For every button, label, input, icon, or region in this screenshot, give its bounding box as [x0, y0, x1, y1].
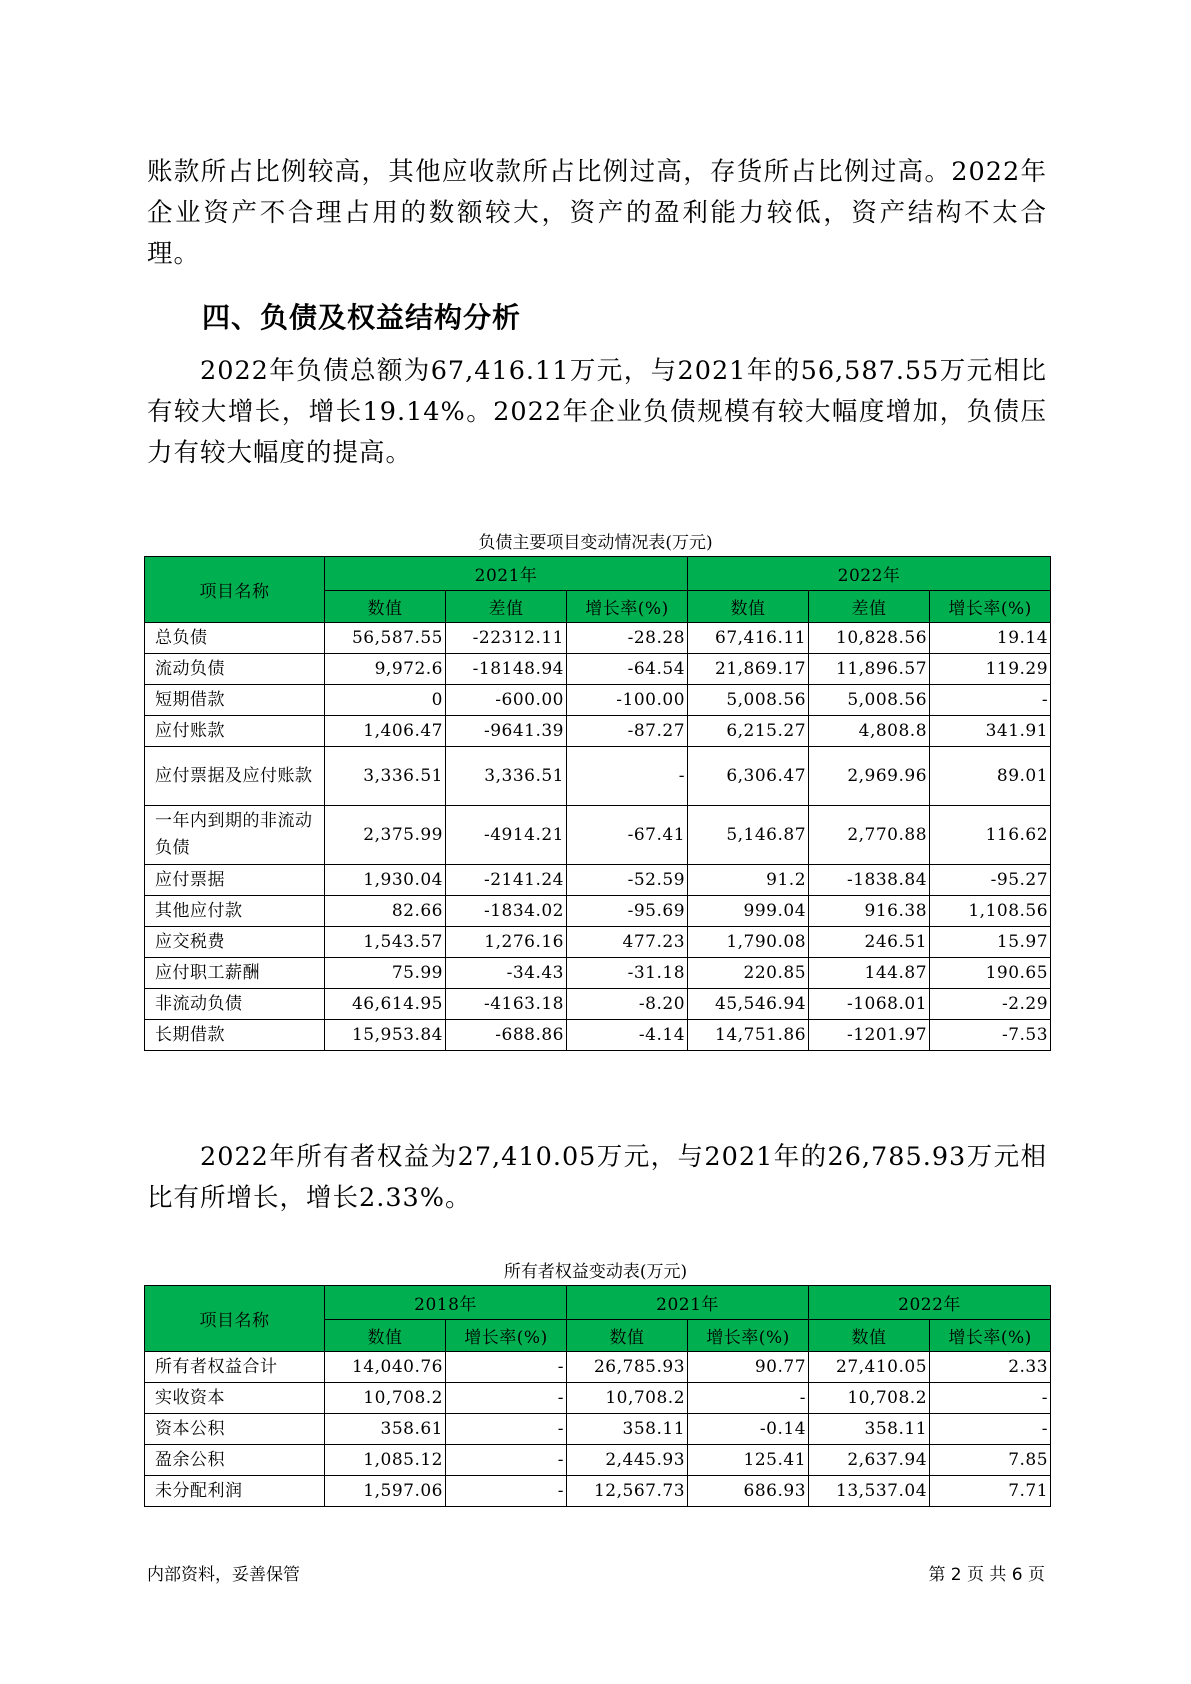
table-cell: 3,336.51 — [325, 747, 446, 806]
table-cell: -31.18 — [567, 958, 688, 989]
table-cell: -1068.01 — [809, 989, 930, 1020]
table-cell: 14,040.76 — [325, 1352, 446, 1383]
table-cell: 6,306.47 — [688, 747, 809, 806]
table-cell: 89.01 — [930, 747, 1051, 806]
row-label: 应付票据 — [145, 865, 325, 896]
table-cell: 10,828.56 — [809, 623, 930, 654]
table-cell: 1,276.16 — [446, 927, 567, 958]
table-cell: -8.20 — [567, 989, 688, 1020]
table-cell: -18148.94 — [446, 654, 567, 685]
table-cell: 56,587.55 — [325, 623, 446, 654]
table-cell: - — [930, 1414, 1051, 1445]
table-cell: -4163.18 — [446, 989, 567, 1020]
table-cell: 1,597.06 — [325, 1476, 446, 1507]
table-row — [145, 1414, 1051, 1445]
table-cell: -34.43 — [446, 958, 567, 989]
liability-table — [144, 556, 1051, 1051]
table2-caption: 所有者权益变动表(万元) — [503, 1262, 688, 1282]
table-row — [145, 685, 1051, 716]
table-cell: -64.54 — [567, 654, 688, 685]
table-cell: -688.86 — [446, 1020, 567, 1051]
footer-page-number: 第 2 页 共 6 页 — [928, 1565, 1045, 1585]
table-cell: -87.27 — [567, 716, 688, 747]
row-label: 非流动负债 — [145, 989, 325, 1020]
table-row — [145, 989, 1051, 1020]
table-cell: -28.28 — [567, 623, 688, 654]
header-sub-value: 数值 — [688, 591, 809, 623]
table-cell: 0 — [325, 685, 446, 716]
row-label: 其他应付款 — [145, 896, 325, 927]
header-item-name: 项目名称 — [145, 557, 325, 623]
table-cell: -95.69 — [567, 896, 688, 927]
table-cell: -67.41 — [567, 806, 688, 865]
table-cell: 2,770.88 — [809, 806, 930, 865]
table-cell: -100.00 — [567, 685, 688, 716]
section-heading: 四、负债及权益结构分析 — [202, 301, 522, 334]
table-cell: 9,972.6 — [325, 654, 446, 685]
table-row — [145, 1352, 1051, 1383]
table-cell: - — [446, 1352, 567, 1383]
table-cell: -7.53 — [930, 1020, 1051, 1051]
header-sub-growth: 增长率(%) — [567, 591, 688, 623]
header-sub-growth: 增长率(%) — [446, 1320, 567, 1352]
header-sub-value: 数值 — [325, 591, 446, 623]
table-cell: 358.11 — [809, 1414, 930, 1445]
row-label: 应交税费 — [145, 927, 325, 958]
row-label: 短期借款 — [145, 685, 325, 716]
header-sub-value: 数值 — [325, 1320, 446, 1352]
table-cell: 1,108.56 — [930, 896, 1051, 927]
table-cell: 3,336.51 — [446, 747, 567, 806]
table-cell: - — [446, 1445, 567, 1476]
header-item-name: 项目名称 — [145, 1286, 325, 1352]
footer-confidential: 内部资料，妥善保管 — [147, 1565, 300, 1585]
table-cell: 91.2 — [688, 865, 809, 896]
table-cell: 477.23 — [567, 927, 688, 958]
table-cell: -4914.21 — [446, 806, 567, 865]
table-cell: 1,085.12 — [325, 1445, 446, 1476]
table-cell: - — [446, 1383, 567, 1414]
row-label: 总负债 — [145, 623, 325, 654]
table-cell: 358.11 — [567, 1414, 688, 1445]
table-cell: - — [567, 747, 688, 806]
table-cell: - — [446, 1414, 567, 1445]
table-cell: 2,969.96 — [809, 747, 930, 806]
table-cell: 90.77 — [688, 1352, 809, 1383]
table-cell: - — [446, 1476, 567, 1507]
row-label: 实收资本 — [145, 1383, 325, 1414]
table-cell: 7.85 — [930, 1445, 1051, 1476]
header-sub-diff: 差值 — [809, 591, 930, 623]
table-cell: 5,008.56 — [809, 685, 930, 716]
table-cell: 1,930.04 — [325, 865, 446, 896]
header-sub-value: 数值 — [567, 1320, 688, 1352]
table-cell: 2,445.93 — [567, 1445, 688, 1476]
table-row — [145, 927, 1051, 958]
table-cell: 1,543.57 — [325, 927, 446, 958]
table-cell: -52.59 — [567, 865, 688, 896]
table-cell: 10,708.2 — [809, 1383, 930, 1414]
table-cell: 21,869.17 — [688, 654, 809, 685]
table-cell: 144.87 — [809, 958, 930, 989]
table-cell: 45,546.94 — [688, 989, 809, 1020]
table-row — [145, 716, 1051, 747]
table-cell: 15.97 — [930, 927, 1051, 958]
header-year-2018: 2018年 — [325, 1286, 567, 1320]
table-cell: 46,614.95 — [325, 989, 446, 1020]
table-cell: -1838.84 — [809, 865, 930, 896]
table-row — [145, 747, 1051, 806]
header-sub-diff: 差值 — [446, 591, 567, 623]
table-cell: - — [930, 685, 1051, 716]
table-cell: 19.14 — [930, 623, 1051, 654]
table-cell: 13,537.04 — [809, 1476, 930, 1507]
table-cell: 341.91 — [930, 716, 1051, 747]
row-label: 应付票据及应付账款 — [145, 747, 325, 806]
table-cell: 82.66 — [325, 896, 446, 927]
table-cell: -9641.39 — [446, 716, 567, 747]
row-label: 所有者权益合计 — [145, 1352, 325, 1383]
row-label: 应付职工薪酬 — [145, 958, 325, 989]
table-cell: 11,896.57 — [809, 654, 930, 685]
header-sub-value: 数值 — [809, 1320, 930, 1352]
table-cell: -2.29 — [930, 989, 1051, 1020]
table-cell: -1834.02 — [446, 896, 567, 927]
table-cell: -0.14 — [688, 1414, 809, 1445]
header-sub-growth: 增长率(%) — [930, 1320, 1051, 1352]
table-row — [145, 896, 1051, 927]
table1-caption: 负债主要项目变动情况表(万元) — [478, 533, 713, 553]
header-year-2022: 2022年 — [688, 557, 1051, 591]
table-cell: 1,790.08 — [688, 927, 809, 958]
header-sub-growth: 增长率(%) — [930, 591, 1051, 623]
table-cell: -22312.11 — [446, 623, 567, 654]
row-label: 流动负债 — [145, 654, 325, 685]
row-label: 一年内到期的非流动负债 — [145, 806, 325, 865]
table-row — [145, 654, 1051, 685]
table-cell: 190.65 — [930, 958, 1051, 989]
table-row — [145, 1383, 1051, 1414]
equity-paragraph: 2022年所有者权益为27,410.05万元，与2021年的26,785.93万元相比有所增长，增长2.33%。 — [147, 1142, 1047, 1213]
table-cell: - — [688, 1383, 809, 1414]
table-cell: -4.14 — [567, 1020, 688, 1051]
table-cell: 5,146.87 — [688, 806, 809, 865]
table-cell: 7.71 — [930, 1476, 1051, 1507]
table-cell: -95.27 — [930, 865, 1051, 896]
table-cell: 686.93 — [688, 1476, 809, 1507]
table-cell: - — [930, 1383, 1051, 1414]
table-cell: 125.41 — [688, 1445, 809, 1476]
table-cell: -600.00 — [446, 685, 567, 716]
table-row — [145, 623, 1051, 654]
table-cell: -2141.24 — [446, 865, 567, 896]
row-label: 应付账款 — [145, 716, 325, 747]
table-cell: -1201.97 — [809, 1020, 930, 1051]
table-cell: 220.85 — [688, 958, 809, 989]
table-cell: 10,708.2 — [567, 1383, 688, 1414]
table-cell: 5,008.56 — [688, 685, 809, 716]
liability-paragraph: 2022年负债总额为67,416.11万元，与2021年的56,587.55万元相比有较大增长，增长19.14%。2022年企业负债规模有较大幅度增加，负债压力有较大幅度的提高。 — [147, 356, 1047, 468]
row-label: 资本公积 — [145, 1414, 325, 1445]
table-cell: 12,567.73 — [567, 1476, 688, 1507]
header-year-2022: 2022年 — [809, 1286, 1051, 1320]
table-cell: 67,416.11 — [688, 623, 809, 654]
table-cell: 15,953.84 — [325, 1020, 446, 1051]
table-cell: 14,751.86 — [688, 1020, 809, 1051]
row-label: 长期借款 — [145, 1020, 325, 1051]
table-row — [145, 958, 1051, 989]
table-row — [145, 1445, 1051, 1476]
intro-paragraph: 账款所占比例较高，其他应收款所占比例过高，存货所占比例过高。2022年企业资产不合理占用的数额较大，资产的盈利能力较低，资产结构不太合理。 — [147, 157, 1047, 269]
table-cell: 999.04 — [688, 896, 809, 927]
row-label: 盈余公积 — [145, 1445, 325, 1476]
table-cell: 119.29 — [930, 654, 1051, 685]
table-cell: 6,215.27 — [688, 716, 809, 747]
table-cell: 116.62 — [930, 806, 1051, 865]
table-cell: 27,410.05 — [809, 1352, 930, 1383]
equity-table — [144, 1285, 1051, 1507]
table-row — [145, 1476, 1051, 1507]
table-cell: 75.99 — [325, 958, 446, 989]
table-row — [145, 806, 1051, 865]
table-cell: 26,785.93 — [567, 1352, 688, 1383]
table-cell: 916.38 — [809, 896, 930, 927]
header-sub-growth: 增长率(%) — [688, 1320, 809, 1352]
table-cell: 2.33 — [930, 1352, 1051, 1383]
table-cell: 4,808.8 — [809, 716, 930, 747]
row-label: 未分配利润 — [145, 1476, 325, 1507]
table-cell: 358.61 — [325, 1414, 446, 1445]
table-cell: 2,637.94 — [809, 1445, 930, 1476]
table-row — [145, 865, 1051, 896]
table-cell: 1,406.47 — [325, 716, 446, 747]
header-year-2021: 2021年 — [567, 1286, 809, 1320]
table-cell: 10,708.2 — [325, 1383, 446, 1414]
table-cell: 246.51 — [809, 927, 930, 958]
header-year-2021: 2021年 — [325, 557, 688, 591]
table-cell: 2,375.99 — [325, 806, 446, 865]
table-row — [145, 1020, 1051, 1051]
